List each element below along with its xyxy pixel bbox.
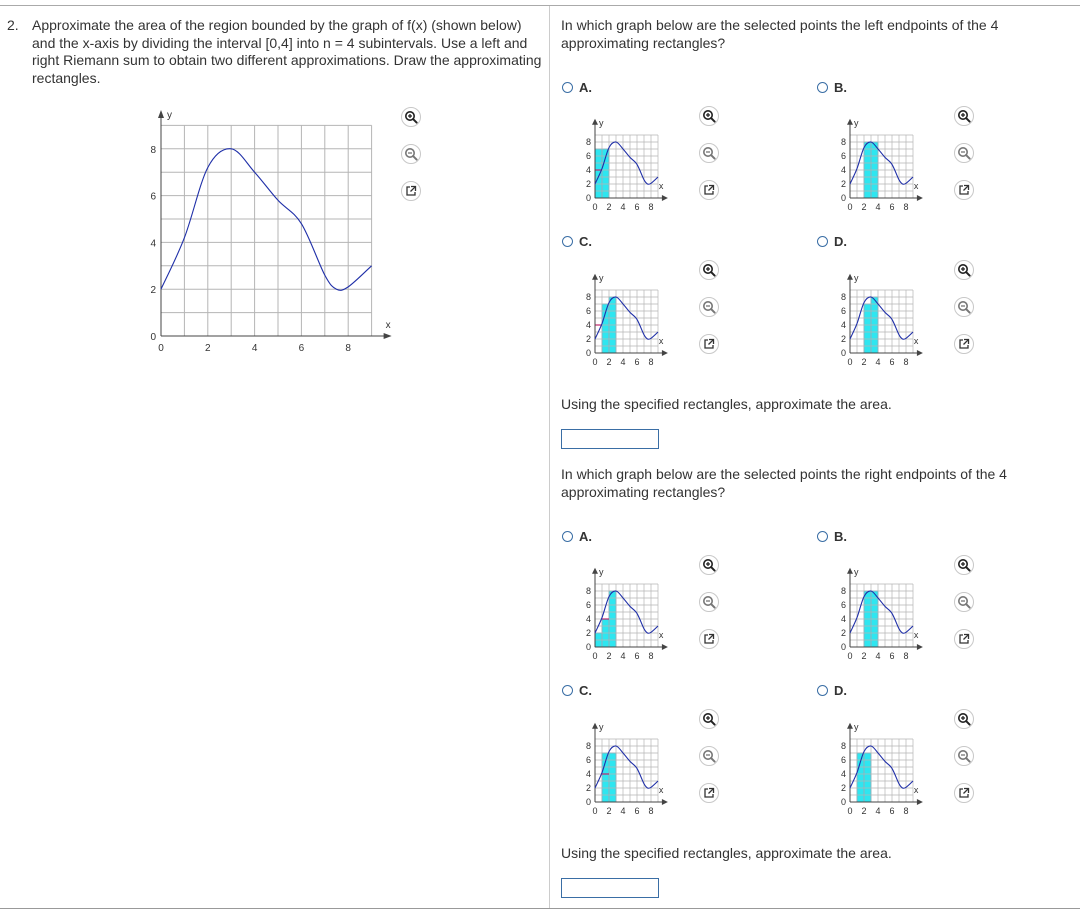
part2-prompt: In which graph below are the selected points the right endpoints of the 4 approximating rectangles? <box>561 466 1007 500</box>
x-tick-label: 8 <box>903 357 909 367</box>
y-tick-label: 2 <box>585 334 591 344</box>
x-tick-label: 8 <box>648 357 654 367</box>
x-tick-label: 0 <box>847 806 853 816</box>
y-tick-label: 0 <box>150 332 156 343</box>
x-axis-arrow <box>662 799 668 805</box>
y-tick-label: 6 <box>585 306 591 316</box>
x-axis-arrow <box>917 195 923 201</box>
part1-c-zoom-in-button[interactable] <box>699 260 719 280</box>
x-tick-label: 6 <box>634 806 640 816</box>
y-tick-label: 2 <box>840 628 846 638</box>
x-tick-label: 2 <box>205 343 211 354</box>
main-popout-button[interactable] <box>401 181 421 201</box>
riemann-rectangle <box>864 304 871 353</box>
zoom-in-icon <box>702 712 716 726</box>
part2-option-b[interactable]: B. <box>817 527 847 545</box>
y-tick-label: 4 <box>150 238 156 250</box>
zoom-in-icon <box>702 263 716 277</box>
y-tick-label: 0 <box>585 348 591 358</box>
x-tick-label: 2 <box>606 357 612 367</box>
part2-a-zoom-in-button[interactable] <box>699 555 719 575</box>
y-tick-label: 6 <box>840 755 846 765</box>
x-axis-label: x <box>658 181 664 191</box>
y-tick-label: 4 <box>840 320 846 330</box>
y-tick-label: 2 <box>585 628 591 638</box>
part1-graph-a <box>568 101 692 219</box>
part2-c-popout-button[interactable] <box>699 783 719 803</box>
radio-button[interactable] <box>562 531 573 542</box>
zoom-out-icon <box>957 749 971 763</box>
y-axis-arrow <box>847 568 853 574</box>
x-tick-label: 0 <box>592 357 598 367</box>
function-curve <box>161 149 372 291</box>
y-tick-label: 6 <box>840 600 846 610</box>
x-axis-label: x <box>385 320 391 331</box>
part1-option-a[interactable]: A. <box>562 78 592 96</box>
y-axis-label: y <box>599 272 604 283</box>
y-axis-arrow <box>592 568 598 574</box>
part1-option-c[interactable]: C. <box>562 232 592 250</box>
y-tick-label: 0 <box>840 193 846 203</box>
x-tick-label: 0 <box>158 343 164 354</box>
zoom-in-icon <box>957 712 971 726</box>
x-tick-label: 4 <box>875 202 881 212</box>
zoom-out-icon <box>702 300 716 314</box>
question-text: Approximate the area of the region bounded by the graph of f(x) (shown below) and the x-axis by dividing the interval [0,4] into n = 4 subintervals. Use a left and right Riemann sum to obtain two different approximations. Draw the approximating rectangles. <box>32 17 542 86</box>
popout-icon <box>957 337 971 351</box>
x-axis-label: x <box>658 336 664 346</box>
part2-graph-a <box>568 550 692 668</box>
part1-graph-b <box>823 101 947 219</box>
zoom-out-icon <box>404 147 418 161</box>
popout-icon <box>702 786 716 800</box>
part2-c-zoom-out-button[interactable] <box>699 746 719 766</box>
part1-graph-d <box>823 256 947 374</box>
y-tick-label: 4 <box>585 320 591 330</box>
part2-b-zoom-out-button[interactable] <box>954 592 974 612</box>
x-tick-label: 2 <box>861 357 867 367</box>
x-tick-label: 4 <box>620 806 626 816</box>
y-tick-label: 0 <box>585 642 591 652</box>
x-tick-label: 6 <box>889 357 895 367</box>
zoom-in-icon <box>957 558 971 572</box>
part2-option-a[interactable]: A. <box>562 527 592 545</box>
x-tick-label: 4 <box>251 343 258 354</box>
zoom-out-icon <box>702 146 716 160</box>
popout-icon <box>702 183 716 197</box>
x-tick-label: 0 <box>592 806 598 816</box>
popout-icon <box>957 786 971 800</box>
y-tick-label: 6 <box>585 600 591 610</box>
x-axis-arrow <box>917 644 923 650</box>
x-tick-label: 4 <box>875 357 881 367</box>
popout-icon <box>404 184 418 198</box>
x-axis-arrow <box>662 195 668 201</box>
x-tick-label: 6 <box>889 202 895 212</box>
radio-button[interactable] <box>562 82 573 93</box>
y-tick-label: 4 <box>840 614 846 624</box>
x-tick-label: 2 <box>861 651 867 661</box>
zoom-out-icon <box>957 595 971 609</box>
part2-d-popout-button[interactable] <box>954 783 974 803</box>
y-axis-label: y <box>599 721 604 732</box>
part2-graph-b <box>823 550 947 668</box>
part1-prompt: In which graph below are the selected points the left endpoints of the 4 approximating rectangles? <box>561 17 999 51</box>
y-axis-label: y <box>854 117 859 128</box>
x-tick-label: 4 <box>620 357 626 367</box>
y-tick-label: 4 <box>585 165 591 175</box>
radio-button[interactable] <box>562 236 573 247</box>
y-tick-label: 8 <box>840 137 846 147</box>
zoom-in-icon <box>702 109 716 123</box>
y-tick-label: 2 <box>585 783 591 793</box>
y-tick-label: 6 <box>585 755 591 765</box>
part1-a-zoom-in-button[interactable] <box>699 106 719 126</box>
y-tick-label: 2 <box>840 179 846 189</box>
x-tick-label: 6 <box>634 357 640 367</box>
x-axis-label: x <box>913 181 919 191</box>
x-tick-label: 0 <box>592 202 598 212</box>
y-tick-label: 6 <box>585 151 591 161</box>
y-axis-label: y <box>854 272 859 283</box>
y-tick-label: 8 <box>585 292 591 302</box>
x-tick-label: 8 <box>648 651 654 661</box>
y-axis-arrow <box>592 274 598 280</box>
y-tick-label: 8 <box>585 741 591 751</box>
part2-b-popout-button[interactable] <box>954 629 974 649</box>
x-axis-label: x <box>658 630 664 640</box>
x-tick-label: 6 <box>634 202 640 212</box>
part2-c-zoom-in-button[interactable] <box>699 709 719 729</box>
part2-a-zoom-out-button[interactable] <box>699 592 719 612</box>
part2-option-d[interactable]: D. <box>817 681 847 699</box>
zoom-out-icon <box>957 146 971 160</box>
x-axis-arrow <box>662 644 668 650</box>
top-border <box>0 5 1080 6</box>
part1-graph-c <box>568 256 692 374</box>
x-tick-label: 8 <box>903 806 909 816</box>
part2-option-c[interactable]: C. <box>562 681 592 699</box>
part2-area-input[interactable] <box>561 878 659 898</box>
y-tick-label: 8 <box>840 586 846 596</box>
radio-button[interactable] <box>817 236 828 247</box>
part2-a-popout-button[interactable] <box>699 629 719 649</box>
bottom-border <box>0 908 1080 909</box>
question-number: 2. <box>7 17 19 33</box>
y-axis-arrow <box>847 274 853 280</box>
radio-button[interactable] <box>817 82 828 93</box>
y-axis-arrow <box>158 110 164 118</box>
part1-b-popout-button[interactable] <box>954 180 974 200</box>
x-tick-label: 4 <box>875 806 881 816</box>
x-tick-label: 2 <box>861 202 867 212</box>
y-tick-label: 6 <box>150 191 156 203</box>
y-tick-label: 2 <box>840 334 846 344</box>
part1-a-zoom-out-button[interactable] <box>699 143 719 163</box>
x-axis-arrow <box>917 799 923 805</box>
x-axis-label: x <box>913 336 919 346</box>
x-tick-label: 0 <box>847 651 853 661</box>
x-tick-label: 8 <box>903 202 909 212</box>
part1-area-prompt: Using the specified rectangles, approximate the area. <box>561 396 892 412</box>
y-tick-label: 4 <box>840 769 846 779</box>
part1-d-zoom-in-button[interactable] <box>954 260 974 280</box>
popout-icon <box>957 632 971 646</box>
x-axis-arrow <box>662 350 668 356</box>
y-tick-label: 0 <box>585 797 591 807</box>
y-tick-label: 4 <box>585 614 591 624</box>
y-tick-label: 0 <box>840 348 846 358</box>
part1-option-d[interactable]: D. <box>817 232 847 250</box>
y-tick-label: 0 <box>840 797 846 807</box>
x-tick-label: 8 <box>903 651 909 661</box>
y-tick-label: 2 <box>150 285 156 297</box>
riemann-rectangle <box>595 149 602 198</box>
x-tick-label: 2 <box>606 806 612 816</box>
y-axis-arrow <box>592 723 598 729</box>
part2-graph-c <box>568 705 692 823</box>
radio-button[interactable] <box>562 685 573 696</box>
y-tick-label: 8 <box>585 586 591 596</box>
y-tick-label: 4 <box>585 769 591 779</box>
x-axis-label: x <box>658 785 664 795</box>
function-graph <box>140 102 400 358</box>
x-tick-label: 2 <box>606 202 612 212</box>
main-zoom-in-button[interactable] <box>401 107 421 127</box>
zoom-out-icon <box>702 595 716 609</box>
zoom-in-icon <box>404 110 418 124</box>
x-tick-label: 0 <box>847 202 853 212</box>
y-tick-label: 4 <box>840 165 846 175</box>
part1-b-zoom-out-button[interactable] <box>954 143 974 163</box>
y-tick-label: 2 <box>840 783 846 793</box>
x-tick-label: 8 <box>648 806 654 816</box>
part2-d-zoom-out-button[interactable] <box>954 746 974 766</box>
y-tick-label: 0 <box>840 642 846 652</box>
x-axis-arrow <box>384 333 392 339</box>
column-divider <box>549 6 550 908</box>
zoom-in-icon <box>957 263 971 277</box>
y-axis-arrow <box>847 723 853 729</box>
x-tick-label: 6 <box>298 343 305 354</box>
y-axis-label: y <box>599 566 604 577</box>
y-tick-label: 8 <box>585 137 591 147</box>
zoom-in-icon <box>957 109 971 123</box>
y-axis-arrow <box>592 119 598 125</box>
popout-icon <box>702 632 716 646</box>
part1-c-popout-button[interactable] <box>699 334 719 354</box>
y-tick-label: 6 <box>840 151 846 161</box>
x-tick-label: 8 <box>345 343 351 354</box>
x-axis-label: x <box>913 630 919 640</box>
x-tick-label: 4 <box>875 651 881 661</box>
part1-area-input[interactable] <box>561 429 659 449</box>
y-axis-label: y <box>167 110 172 122</box>
y-axis-label: y <box>854 566 859 577</box>
zoom-out-icon <box>702 749 716 763</box>
x-tick-label: 6 <box>634 651 640 661</box>
x-tick-label: 2 <box>606 651 612 661</box>
x-tick-label: 8 <box>648 202 654 212</box>
part1-d-popout-button[interactable] <box>954 334 974 354</box>
part1-c-zoom-out-button[interactable] <box>699 297 719 317</box>
part2-b-zoom-in-button[interactable] <box>954 555 974 575</box>
part2-area-prompt: Using the specified rectangles, approximate the area. <box>561 845 892 861</box>
part2-graph-d <box>823 705 947 823</box>
y-axis-arrow <box>847 119 853 125</box>
x-tick-label: 2 <box>861 806 867 816</box>
part2-d-zoom-in-button[interactable] <box>954 709 974 729</box>
radio-button[interactable] <box>817 531 828 542</box>
part1-option-b[interactable]: B. <box>817 78 847 96</box>
x-axis-arrow <box>917 350 923 356</box>
y-tick-label: 0 <box>585 193 591 203</box>
x-tick-label: 0 <box>847 357 853 367</box>
zoom-out-icon <box>957 300 971 314</box>
x-tick-label: 4 <box>620 202 626 212</box>
part1-a-popout-button[interactable] <box>699 180 719 200</box>
part1-b-zoom-in-button[interactable] <box>954 106 974 126</box>
radio-button[interactable] <box>817 685 828 696</box>
zoom-in-icon <box>702 558 716 572</box>
y-tick-label: 2 <box>585 179 591 189</box>
popout-icon <box>702 337 716 351</box>
x-tick-label: 6 <box>889 806 895 816</box>
y-tick-label: 8 <box>840 292 846 302</box>
popout-icon <box>957 183 971 197</box>
main-zoom-out-button[interactable] <box>401 144 421 164</box>
y-axis-label: y <box>599 117 604 128</box>
x-axis-label: x <box>913 785 919 795</box>
x-tick-label: 4 <box>620 651 626 661</box>
y-tick-label: 6 <box>840 306 846 316</box>
y-tick-label: 8 <box>150 144 156 156</box>
part1-d-zoom-out-button[interactable] <box>954 297 974 317</box>
x-tick-label: 0 <box>592 651 598 661</box>
x-tick-label: 6 <box>889 651 895 661</box>
y-tick-label: 8 <box>840 741 846 751</box>
y-axis-label: y <box>854 721 859 732</box>
